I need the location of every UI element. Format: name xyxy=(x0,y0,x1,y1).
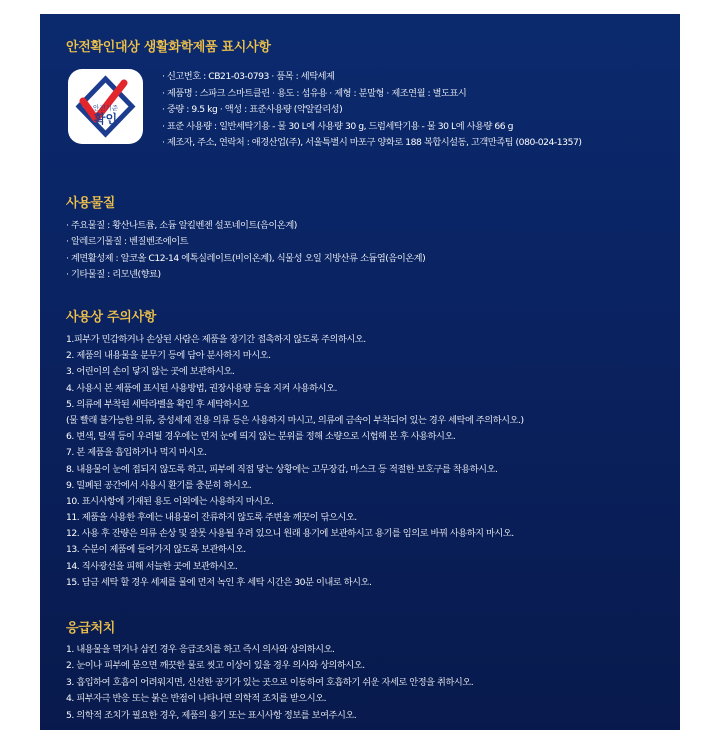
info-line: · 제품명 : 스파크 스마트클린 · 용도 : 섬유용 · 제형 : 분말형 · 제조연월 : 별도표시 xyxy=(162,87,467,99)
info-line: · 신고번호 : CB21-03-0793 · 품목 : 세탁세제 xyxy=(162,71,335,82)
first-aid-title: 응급처치 xyxy=(66,621,116,636)
product-info-title: 안전확인대상 생활화학제품 표시사항 xyxy=(66,40,271,55)
first-aid-item: 5. 의학적 조치가 필요한 경우, 제품의 용기 또는 표시사항 정보를 보여주시오. xyxy=(66,709,357,721)
caution-item: 13. 수분이 제품에 들어가지 않도록 보관하시오. xyxy=(66,544,246,556)
label-panel xyxy=(40,14,680,730)
caution-item: 12. 사용 후 잔량은 의류 손상 및 잘못 사용될 우려 있으니 원래 용기에 보관하시고 용기를 임의로 바꿔 사용하지 마시오. xyxy=(66,528,514,540)
caution-item: 10. 표시사항에 기재된 용도 이외에는 사용하지 마시오. xyxy=(66,495,274,507)
caution-item: 3. 어린이의 손이 닿지 않는 곳에 보관하시오. xyxy=(66,366,235,378)
cautions-title: 사용상 주의사항 xyxy=(66,310,157,325)
caution-item: 4. 사용시 본 제품에 표시된 사용방법, 권장사용량 등을 지켜 사용하시오. xyxy=(66,382,337,394)
caution-item: 1.피부가 민감하거나 손상된 사람은 제품을 장기간 접촉하지 않도록 주의하시오. xyxy=(66,334,366,345)
first-aid-list xyxy=(66,642,473,724)
caution-item: 11. 제품을 사용한 후에는 내용물이 잔류하지 않도록 주변을 깨끗이 닦으시오. xyxy=(66,512,357,524)
info-line: · 중량 : 9.5 kg · 액성 : 표준사용량 (약알칼리성) xyxy=(162,104,343,115)
substance-item: · 계면활성제 : 알코올 C12-14 에톡실레이트(비이온계), 식물성 오일 지방산류 소듐염(음이온계) xyxy=(66,252,426,264)
badge-main-text: 확인 xyxy=(93,112,118,126)
caution-item: (물 빨래 불가능한 의류, 중성세제 전용 의류 등은 사용하지 마시고, 의류에 금속이 부착되어 있는 경우 세탁에 주의하시오.) xyxy=(66,414,524,426)
caution-item: 15. 담금 세탁 할 경우 세제를 물에 먼저 녹인 후 세탁 시간은 30분 이내로 하시오. xyxy=(66,576,372,588)
caution-item: 6. 변색, 탈색 등이 우려될 경우에는 먼저 눈에 띄지 않는 분위를 정해 소량으로 시험해 본 후 사용하시오. xyxy=(66,431,456,443)
caution-item: 8. 내용물이 눈에 접되지 않도록 하고, 피부에 직접 닿는 상황에는 고무장갑, 마스크 등 적절한 보호구를 착용하시오. xyxy=(66,463,498,475)
info-line: · 제조자, 주소, 연락처 : 애경산업(주), 서울특별시 마포구 양화로 188 복합시설동, 고객만족팀 (080-024-1357) xyxy=(162,137,582,148)
substances-title: 사용물질 xyxy=(66,196,116,211)
first-aid-item: 2. 눈이나 피부에 묻으면 깨끗한 물로 씻고 이상이 있을 경우 의사와 상의하시오. xyxy=(66,660,365,672)
first-aid-item: 4. 피부자극 반응 또는 붉은 반점이 나타나면 의학적 조치를 받으시오. xyxy=(66,693,327,705)
substances-list xyxy=(66,218,425,284)
first-aid-item: 1. 내용물을 먹거나 삼킨 경우 응급조치를 하고 즉시 의사와 상의하시오. xyxy=(66,644,335,655)
caution-item: 14. 직사광선을 피해 서늘한 곳에 보관하시오. xyxy=(66,560,238,572)
caution-item: 5. 의류에 부착된 세탁라벨을 확인 후 세탁하시오 xyxy=(66,398,249,410)
safety-badge xyxy=(68,69,143,144)
safety-check-icon xyxy=(68,69,143,144)
info-line: · 표준 사용량 : 일반세탁기용 - 물 30 L에 사용량 30 g, 드럼세탁기용 - 물 30 L에 사용량 66 g xyxy=(162,120,513,132)
caution-item: 2. 제품의 내용물을 분무기 등에 담아 분사하지 마시오. xyxy=(66,350,271,362)
cautions-list xyxy=(66,332,524,591)
product-info-list xyxy=(162,69,582,152)
badge-caption: 안전기준 xyxy=(92,104,119,112)
substance-item: · 주요물질 : 황산나트륨, 소듐 알킬벤젠 설포네이트(음이온계) xyxy=(66,220,297,231)
caution-item: 9. 밀폐된 공간에서 사용시 환기를 충분히 하시오. xyxy=(66,479,252,491)
substance-item: · 기타물질 : 리모넨(향료) xyxy=(66,269,161,281)
caution-item: 7. 본 제품을 흡입하거나 먹지 마시오. xyxy=(66,447,207,459)
substance-item: · 알레르기물질 : 벤질벤조에이트 xyxy=(66,236,189,248)
first-aid-item: 3. 흡입하여 호흡이 어려워지면, 신선한 공기가 있는 곳으로 이동하여 호흡하기 쉬운 자세로 안정을 취하시오. xyxy=(66,676,474,688)
